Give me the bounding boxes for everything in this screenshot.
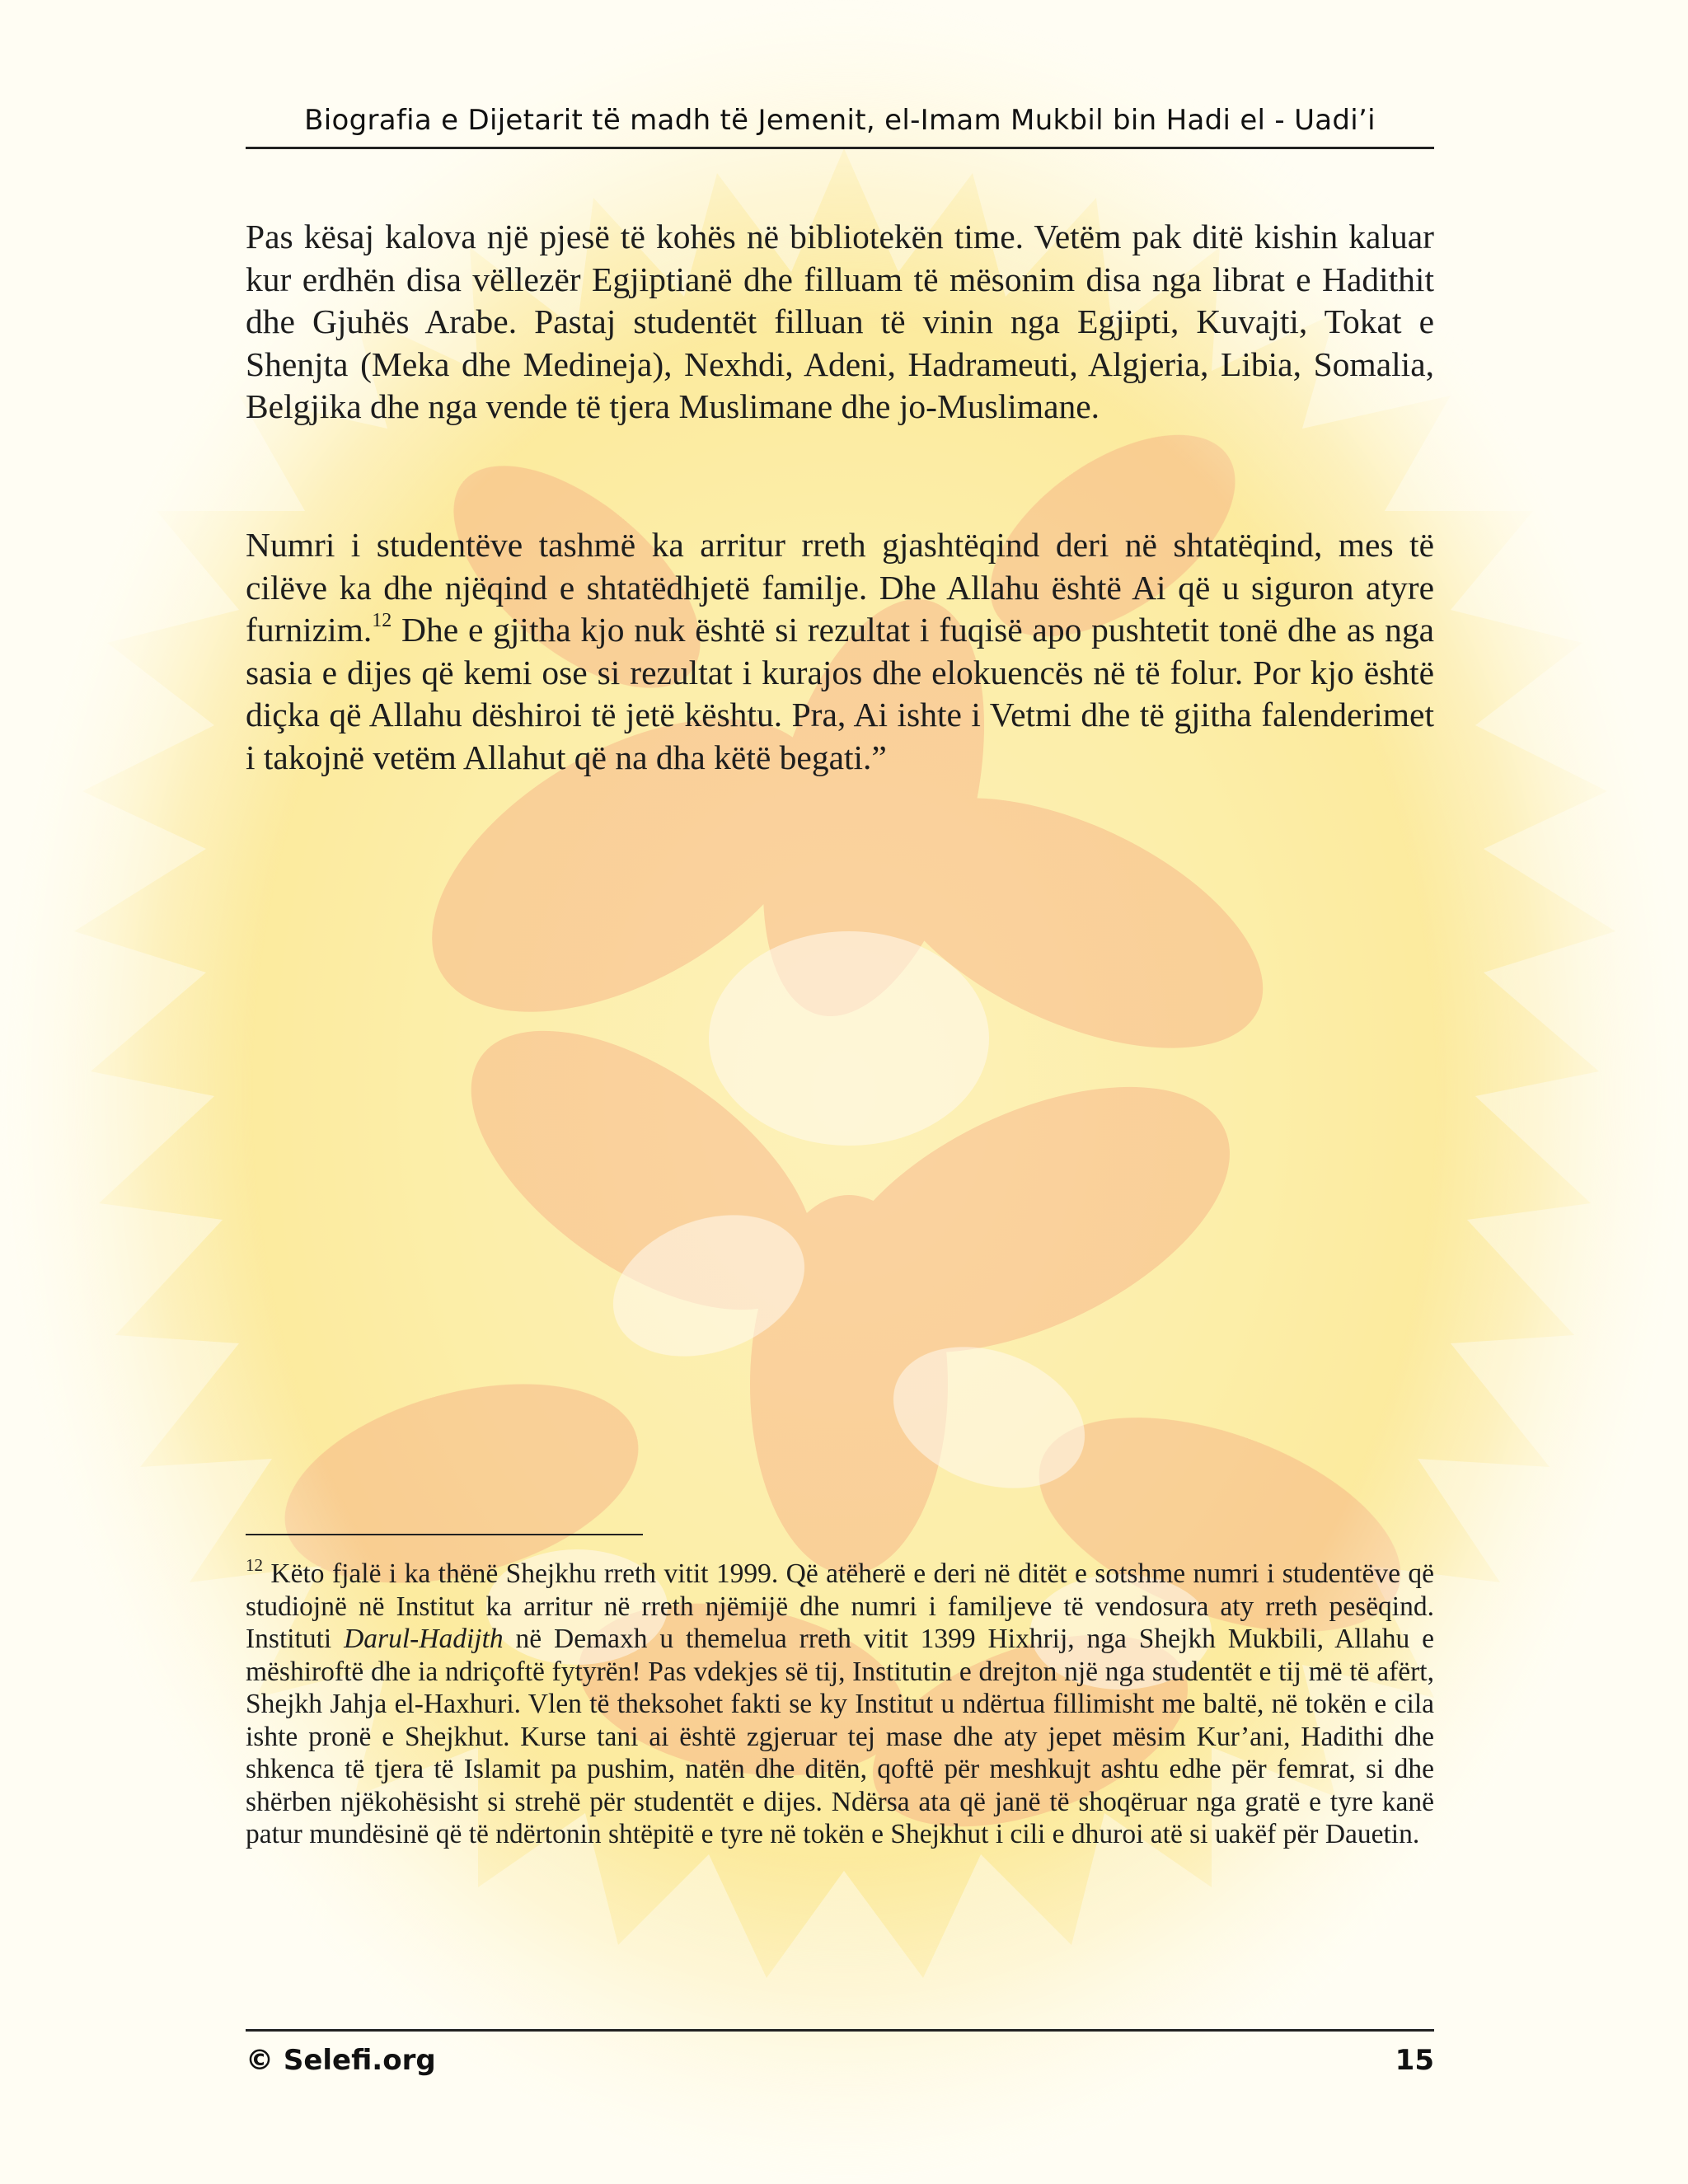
page-number: 15 [1395, 2044, 1434, 2077]
footnote-number: 12 [246, 1555, 263, 1575]
footnote-text-part-2: në Demaxh u themelua rreth vitit 1399 Hixhrij, nga Shejkh Mukbili, Allahu e mëshiroftë dhe ia ndriçoftë fytyrën! Pas vdekjes së tij, Institutin e drejton një nga studentët e tij më të afërt, Shejkh Jahja el-Haxhuri. Vlen të theksohet fakti se ky Institut u ndërtua fillimisht me baltë, në tokën e cila ishte pronë e Shejkhut. Kurse tani ai është zgjeruar tej mase dhe aty jepet mësim Kur’ani, Hadithi dhe shkenca të tjera të Islamit pa pushim, natën dhe ditën, qoftë për meshkujt ashtu edhe për femrat, si dhe shërben njëkohësisht si strehë për studentët e dijes. Ndërsa ata që janë të shoqëruar nga gratë e tyre kanë patur mundësinë që të ndërtonin shtëpitë e tyre në tokën e Shejkhut i cili e dhuroi atë si uakëf për Dauetin. [246, 1624, 1434, 1849]
paragraph-2-part-2: Dhe e gjitha kjo nuk është si rezultat i fuqisë apo pushtetit tonë dhe as nga sasia e dijes që kemi ose si rezultat i kurajos dhe elokuencës në të folur. Por kjo është diçka që Allahu dëshiroi të jetë kështu. Pra, Ai ishte i Vetmi dhe të gjitha falenderimet i takojnë vetëm Allahut që na dha këtë begati.” [246, 611, 1434, 776]
footer-copyright: © Selefi.org [246, 2044, 436, 2077]
paragraph-1: Pas kësaj kalova një pjesë të kohës në bibliotekën time. Vetëm pak ditë kishin kaluar kur erdhën disa vëllezër Egjiptianë dhe filluam të mësonim disa nga librat e Hadithit dhe Gjuhës Arabe. Pastaj studentët filluan të vinin nga Egjipti, Kuvajti, Tokat e Shenjta (Meka dhe Medineja), Nexhdi, Adeni, Hadrameuti, Algjeria, Libia, Somalia, Belgjika dhe nga vende të tjera Muslimane dhe jo-Muslimane. [246, 218, 1434, 425]
footnote-reference-12[interactable]: 12 [372, 610, 392, 631]
footnote-italic-institute-name: Darul-Hadijth [344, 1624, 504, 1654]
footnote-text-part-1: Këto fjalë i ka thënë Shejkhu rreth vitit 1999. Që atëherë e deri në ditët e sotshme numri i studentëve që studiojnë në Institut ka arritur në rreth njëmijë dhe numri i familjeve të vendosura aty rreth pesëqind. Instituti [246, 1558, 1434, 1654]
header-title: Biografia e Dijetarit të madh të Jemenit, el-Imam Mukbil bin Hadi el - Uadi’i [304, 104, 1376, 137]
paragraph-2 [246, 524, 1434, 779]
footnote-12 [246, 1555, 1434, 1851]
footnote-separator [246, 1534, 643, 1535]
footer-separator [246, 2029, 1434, 2032]
running-header [246, 97, 1434, 149]
paragraph-2-part-1: Numri i studentëve tashmë ka arritur rreth gjashtëqind deri në shtatëqind, mes të cilëve ka dhe njëqind e shtatëdhjetë familje. Dhe Allahu është Ai që u siguron atyre furnizim. [246, 526, 1434, 649]
